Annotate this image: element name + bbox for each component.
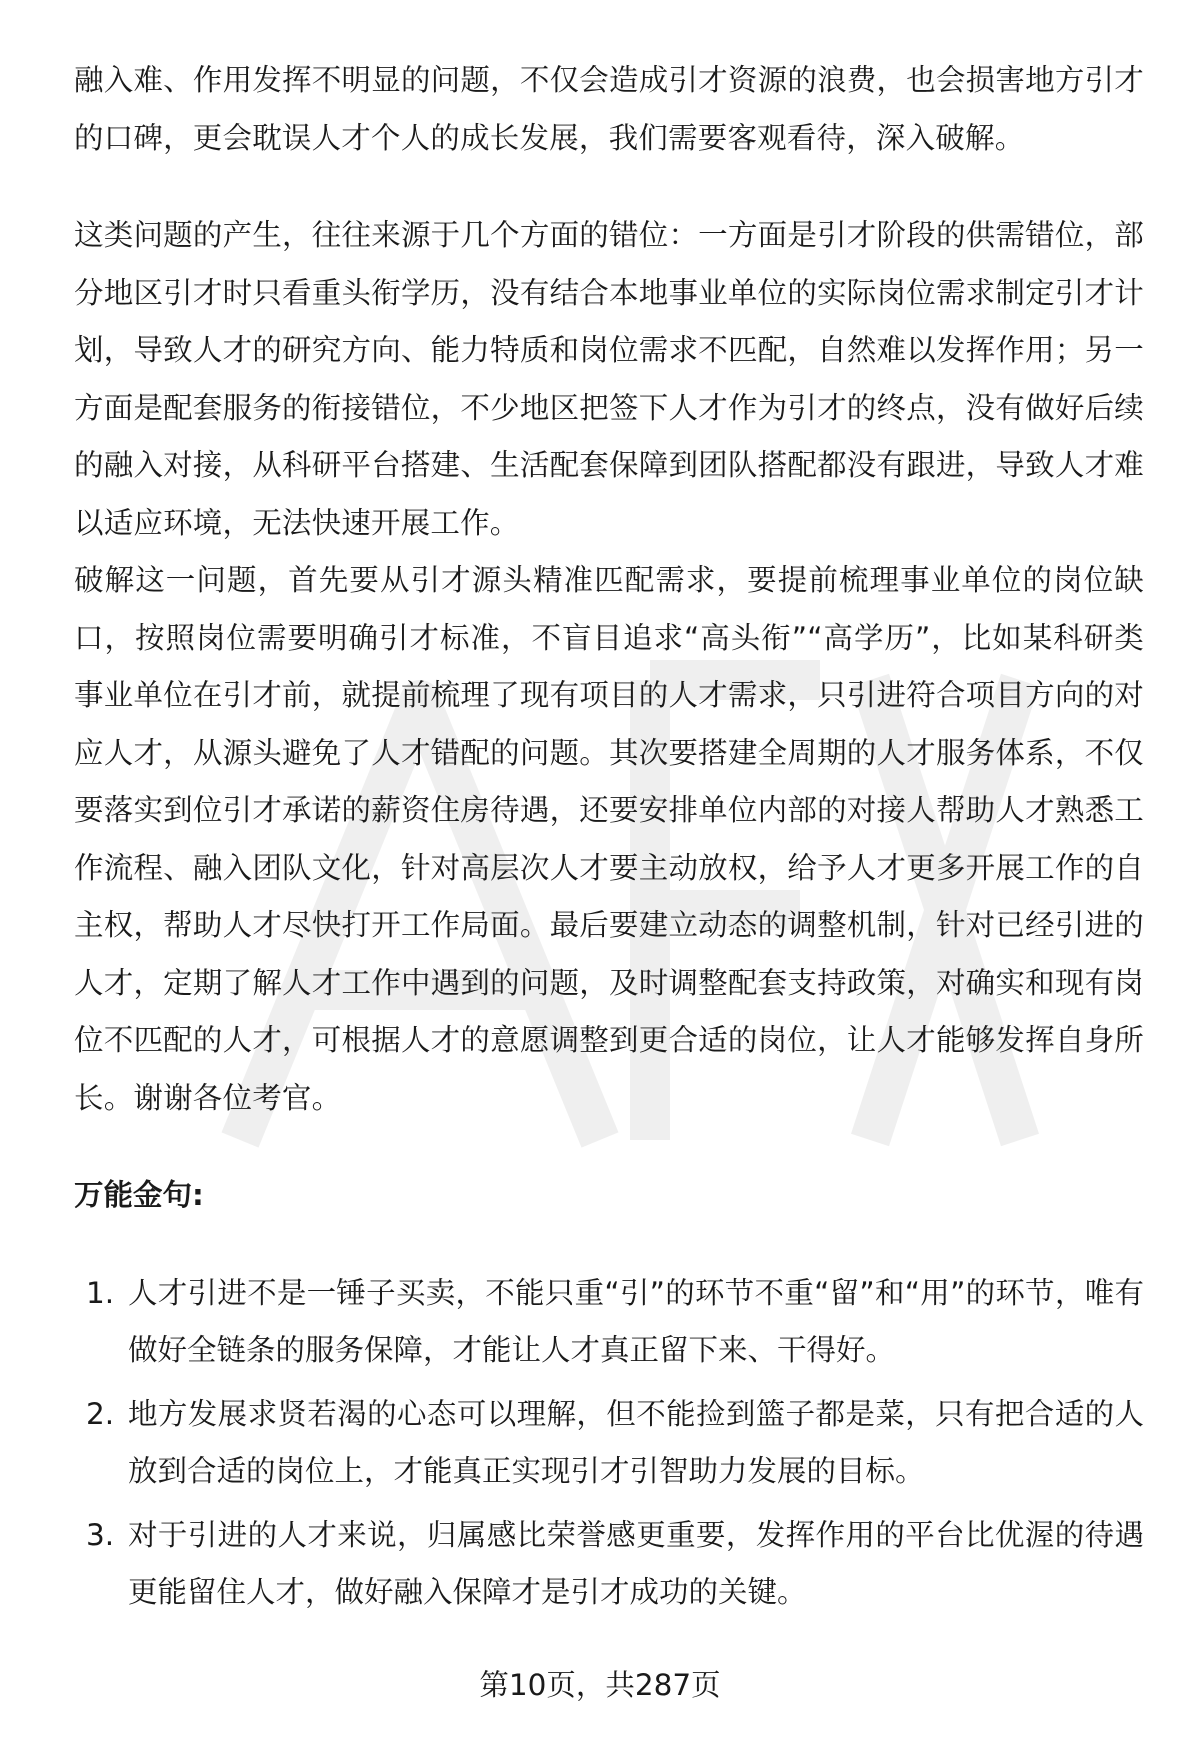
paragraph-causes: 这类问题的产生，往往来源于几个方面的错位：一方面是引才阶段的供需错位，部分地区引才时只看重头衔学历，没有结合本地事业单位的实际岗位需求制定引才计划，导致人才的研究方向、能力特质和岗位需求不匹配，自然难以发挥作用；另一方面是配套服务的衔接错位，不少地区把签下人才作为引才的终点，没有做好后续的融入对接，从科研平台搭建、生活配套保障到团队搭配都没有跟进，导致人才难以适应环境，无法快速开展工作。 xyxy=(74,218,1144,540)
page-indicator: 第10页，共287页 xyxy=(479,1668,721,1702)
list-item-text: 地方发展求贤若渴的心态可以理解，但不能捡到篮子都是菜，只有把合适的人放到合适的岗位上，才能真正实现引才引智助力发展的目标。 xyxy=(128,1396,1144,1488)
paragraph-intro: 融入难、作用发挥不明显的问题，不仅会造成引才资源的浪费，也会损害地方引才的口碑，更会耽误人才个人的成长发展，我们需要客观看待，深入破解。 xyxy=(74,63,1144,155)
list-item xyxy=(74,1386,1144,1501)
list-item-number: 2. xyxy=(86,1396,115,1431)
list-item-text: 人才引进不是一锤子买卖，不能只重“引”的环节不重“留”和“用”的环节，唯有做好全链条的服务保障，才能让人才真正留下来、干得好。 xyxy=(128,1275,1144,1367)
list-item-text: 对于引进的人才来说，归属感比荣誉感更重要，发挥作用的平台比优渥的待遇更能留住人才，做好融入保障才是引才成功的关键。 xyxy=(128,1517,1144,1609)
list-item-number: 1. xyxy=(86,1275,115,1310)
main-content xyxy=(74,52,1144,1628)
golden-sentences-heading: 万能金句: xyxy=(74,1178,204,1212)
list-item xyxy=(74,1507,1144,1622)
golden-sentences-list xyxy=(74,1265,1144,1622)
list-item-number: 3. xyxy=(86,1517,115,1552)
paragraph-solutions: 破解这一问题，首先要从引才源头精准匹配需求，要提前梳理事业单位的岗位缺口，按照岗位需要明确引才标准，不盲目追求“高头衔”“高学历”，比如某科研类事业单位在引才前，就提前梳理了现有项目的人才需求，只引进符合项目方向的对应人才，从源头避免了人才错配的问题。其次要搭建全周期的人才服务体系，不仅要落实到位引才承诺的薪资住房待遇，还要安排单位内部的对接人帮助人才熟悉工作流程、融入团队文化，针对高层次人才要主动放权，给予人才更多开展工作的自主权，帮助人才尽快打开工作局面。最后要建立动态的调整机制，针对已经引进的人才，定期了解人才工作中遇到的问题，及时调整配套支持政策，对确实和现有岗位不匹配的人才，可根据人才的意愿调整到更合适的岗位，让人才能够发挥自身所长。谢谢各位考官。 xyxy=(74,563,1144,1115)
list-item xyxy=(74,1265,1144,1380)
